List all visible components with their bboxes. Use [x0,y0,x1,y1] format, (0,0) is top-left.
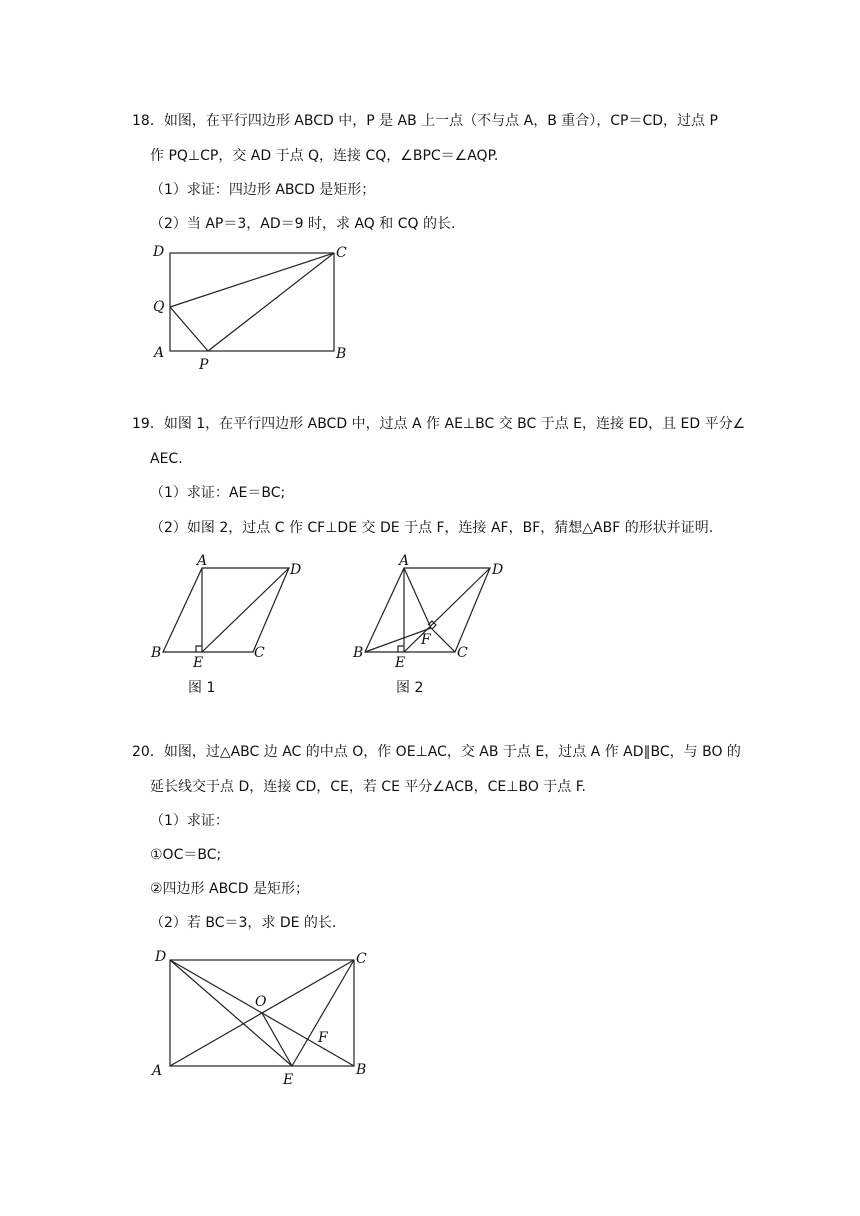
p20-figure [150,949,367,1088]
p20-label-f: F [318,1030,328,1046]
p19-fig1-caption: 图 1 [188,680,216,696]
p20-label-b: B [356,1062,367,1078]
p19-fig2-label-e: E [395,655,406,671]
p18-segment-qc [170,253,334,307]
p19-fig1-right-angle-mark [196,646,202,652]
p20-question-1: （1）求证： [150,813,229,829]
p20-question-1a: ①OC＝BC; [150,847,222,863]
p19-figure-2 [352,553,503,696]
p19-fig2-label-b: B [353,645,364,661]
p19-fig1-label-b: B [151,645,162,661]
p20-segment-de [170,960,292,1066]
p19-fig1-label-d: D [290,562,302,578]
p20-line-2: 延长线交于点 D，连接 CD，CE，若 CE 平分∠ACB，CE⊥BO 于点 F. [150,779,586,795]
p18-label-d: D [153,244,165,260]
p19-fig2-segment-af [404,568,431,628]
p18-segment-qp [170,307,208,351]
p19-fig2-label-a: A [399,553,410,569]
p18-label-p: P [199,357,209,373]
p20-label-e: E [283,1072,294,1088]
p19-fig2-right-angle-mark-e [398,646,404,652]
p20-label-a: A [152,1063,163,1079]
p19-fig1-parallelogram [163,568,289,652]
p18-segment-pc [208,253,334,351]
p19-line-2: AEC. [150,451,183,467]
p19-fig2-segment-cf [431,628,455,652]
p20-question-1b: ②四边形 ABCD 是矩形； [150,881,309,897]
p19-fig1-label-c: C [254,645,265,661]
p18-label-q: Q [153,299,165,315]
p20-label-o: O [255,994,267,1010]
p19-line-1: 19．如图 1，在平行四边形 ABCD 中，过点 A 作 AE⊥BC 交 BC 于点 E，连接 ED，且 ED 平分∠ [132,416,746,432]
p18-label-b: B [336,346,347,362]
p20-segment-ec [292,960,354,1066]
p18-line-1: 18．如图，在平行四边形 ABCD 中，P 是 AB 上一点（不与点 A，B 重合），CP＝CD，过点 P [132,113,718,129]
p18-label-c: C [336,245,347,261]
p19-figure-1 [150,553,301,696]
p20-line-1: 20．如图，过△ABC 边 AC 的中点 O，作 OE⊥AC，交 AB 于点 E，过点 A 作 AD∥BC，与 BO 的 [132,744,741,760]
p19-fig2-caption: 图 2 [396,680,424,696]
p19-fig2-label-c: C [457,645,468,661]
p19-fig1-label-a: A [197,553,208,569]
p19-fig2-label-d: D [492,562,504,578]
p18-figure [152,244,347,373]
p20-label-d: D [155,949,167,965]
p18-label-a: A [154,345,165,361]
p19-question-1: （1）求证：AE＝BC; [150,485,286,501]
p18-question-2: （2）当 AP＝3，AD＝9 时，求 AQ 和 CQ 的长. [150,216,456,232]
p19-fig2-segment-ed [404,568,490,652]
p20-question-2: （2）若 BC＝3，求 DE 的长. [150,915,337,931]
p19-fig1-label-e: E [193,655,204,671]
p19-fig1-segment-ed [202,568,289,652]
p19-question-2: （2）如图 2，过点 C 作 CF⊥DE 交 DE 于点 F，连接 AF，BF，猜想△ABF 的形状并证明. [150,520,714,536]
p19-fig2-label-f: F [421,632,431,648]
p18-question-1: （1）求证：四边形 ABCD 是矩形； [150,182,376,198]
p20-label-c: C [356,951,367,967]
p18-line-2: 作 PQ⊥CP，交 AD 于点 Q，连接 CQ，∠BPC＝∠AQP. [150,148,499,164]
